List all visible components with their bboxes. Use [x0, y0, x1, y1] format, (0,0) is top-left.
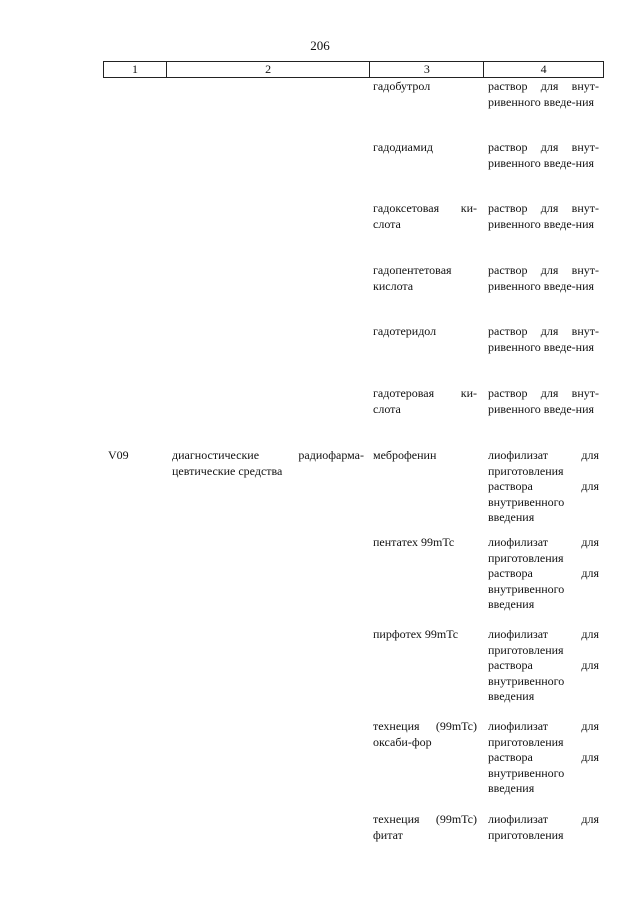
- header-col-4: 4: [483, 62, 603, 77]
- drug-name: пентатех 99mTc: [373, 535, 455, 549]
- dosage-form: лиофилизат для приготовления раствора для внутривенного введения: [488, 627, 599, 703]
- dosage-form: раствор для внут-ривенного введе-ния: [488, 201, 599, 231]
- dosage-form: лиофилизат для приготовления раствора для внутривенного введения: [488, 535, 599, 611]
- drug-name: технеция (99mTc) фитат: [373, 812, 477, 842]
- dosage-form: раствор для внут-ривенного введе-ния: [488, 79, 599, 109]
- drug-name: гадодиамид: [373, 140, 433, 154]
- header-col-3: 3: [369, 62, 483, 77]
- drug-name: гадотеридол: [373, 324, 437, 338]
- page-number: 206: [310, 38, 330, 53]
- header-col-2: 2: [166, 62, 370, 77]
- atc-code: V09: [108, 448, 129, 462]
- dosage-form: раствор для внут-ривенного введе-ния: [488, 386, 599, 416]
- dosage-form: лиофилизат для приготовления раствора для внутривенного введения: [488, 719, 599, 795]
- drug-name: гадоксетовая ки-слота: [373, 201, 477, 231]
- drug-name: гадотеровая ки-слота: [373, 386, 477, 416]
- dosage-form: лиофилизат для приготовления: [488, 812, 599, 842]
- dosage-form: раствор для внут-ривенного введе-ния: [488, 140, 599, 170]
- drug-name: гадопентетовая кислота: [373, 263, 452, 293]
- dosage-form: раствор для внут-ривенного введе-ния: [488, 263, 599, 293]
- dosage-form: раствор для внут-ривенного введе-ния: [488, 324, 599, 354]
- drug-name: технеция (99mTc) оксаби-фор: [373, 719, 477, 749]
- dosage-form: лиофилизат для приготовления раствора для внутривенного введения: [488, 448, 599, 524]
- drug-name: пирфотех 99mTc: [373, 627, 459, 641]
- header-col-1: 1: [131, 62, 138, 76]
- drug-name: меброфенин: [373, 448, 437, 462]
- drug-group: диагностические радиофарма-цевтические средства: [172, 448, 364, 478]
- table-header: [103, 61, 604, 78]
- drug-name: гадобутрол: [373, 79, 431, 93]
